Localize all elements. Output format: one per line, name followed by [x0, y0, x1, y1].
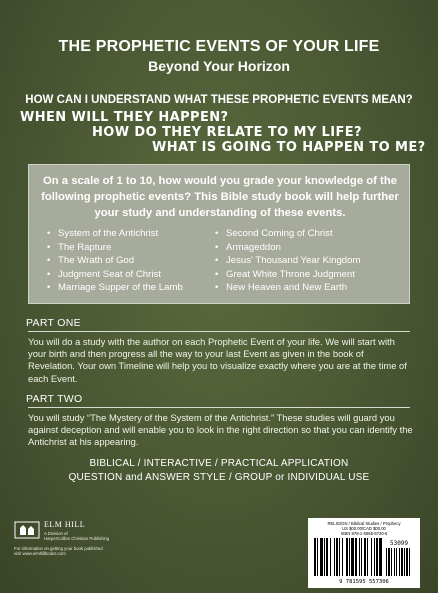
question-understand: HOW CAN I UNDERSTAND WHAT THESE PROPHETIC EVENTS MEAN? — [25, 94, 413, 106]
book-isbn: ISBN 978-1-5955-5730-6 — [340, 531, 388, 536]
book-category: RELIGION / Biblical Studies / Prophecy — [327, 521, 401, 526]
barcode-icon — [312, 538, 416, 578]
part-two-text: You will study “The Mystery of the System of the Antichrist.” These studies will guard you against deception and will enable you to look in the right direction so that you can identify the Antichrist at his appearing. — [28, 412, 413, 448]
barcode-number: 9 781595 557306 — [339, 579, 389, 585]
list-item: • Marriage Supper of the Lamb — [47, 281, 183, 295]
part-one-text: You will do a study with the author on each Prophetic Event of your life. We will start with your birth and then progress all the way to your last Event as given in the book of Revelation. Your own Timeline will help you to visualize exactly where you are at the time of each Event. — [28, 336, 407, 384]
publisher-name: ELM HILL — [44, 520, 86, 529]
list-item: • Second Coming of Christ — [215, 227, 360, 241]
cover-title: THE PROPHETIC EVENTS OF YOUR LIFE — [58, 38, 380, 55]
part-two-divider — [28, 407, 410, 408]
list-item: • Armageddon — [215, 241, 360, 255]
barcode-panel — [308, 518, 420, 588]
part-one-divider — [28, 331, 410, 332]
publisher-logo-icon — [14, 520, 40, 540]
question-happen: WHAT IS GOING TO HAPPEN TO ME? — [152, 140, 426, 155]
publisher-info: For information on getting your book published — [14, 546, 103, 551]
price-code: 53099 — [389, 540, 409, 547]
list-item: • System of the Antichrist — [47, 227, 183, 241]
list-item: • New Heaven and New Earth — [215, 281, 360, 295]
question-relate: HOW DO THEY RELATE TO MY LIFE? — [92, 125, 362, 140]
list-item: • Jesus' Thousand Year Kingdom — [215, 254, 360, 268]
cover-subtitle: Beyond Your Horizon — [148, 58, 290, 74]
question-when: WHEN WILL THEY HAPPEN? — [20, 110, 229, 125]
part-one-label: PART ONE — [26, 317, 81, 329]
tagline-2: QUESTION and ANSWER STYLE / GROUP or INDIVIDUAL USE — [68, 472, 370, 483]
list-item: • The Rapture — [47, 241, 183, 255]
part-two-label: PART TWO — [26, 393, 83, 405]
publisher-division: A Division of — [44, 531, 68, 536]
tagline-1: BIBLICAL / INTERACTIVE / PRACTICAL APPLICATION — [89, 458, 349, 469]
events-box — [28, 164, 410, 304]
events-intro: On a scale of 1 to 10, how would you grade your knowledge of the following prophetic events? This Bible study book will help further your study and understanding of these events. — [41, 175, 399, 219]
events-list-right — [215, 227, 360, 295]
list-item: • The Wrath of God — [47, 254, 183, 268]
list-item: • Great White Throne Judgment — [215, 268, 360, 282]
publisher-parent: HarperCollins Christian Publishing — [44, 536, 110, 541]
publisher-website: visit www.elmhillbooks.com — [14, 551, 66, 556]
book-price: US $00.00/CAD $00.00 — [342, 526, 386, 531]
events-list-left — [47, 227, 183, 295]
list-item: • Judgment Seat of Christ — [47, 268, 183, 282]
